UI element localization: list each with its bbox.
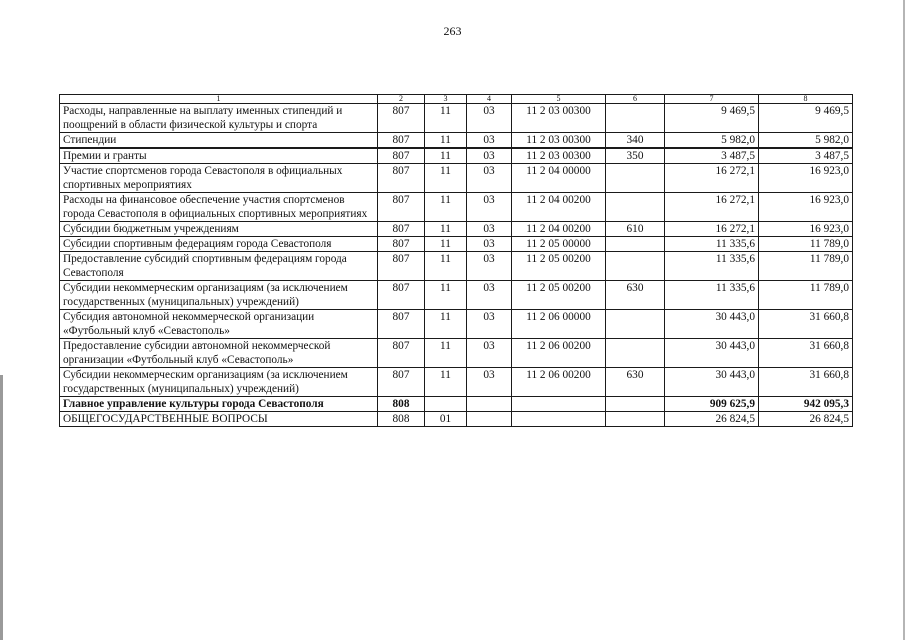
row-name-cell: Предоставление субсидии автономной некоммерческой организации «Футбольный клуб «Севастополь» (60, 339, 378, 368)
column-number: 2 (378, 95, 425, 104)
subsection-code-cell (467, 397, 512, 412)
row-name-cell: Субсидии некоммерческим организациям (за исключением государственных (муниципальных) учреждений) (60, 368, 378, 397)
table-row (60, 252, 853, 281)
target-article-cell: 11 2 06 00200 (512, 339, 606, 368)
amount-year2-cell: 11 789,0 (759, 252, 853, 281)
target-article-cell: 11 2 04 00200 (512, 193, 606, 222)
table-row (60, 104, 853, 133)
amount-year2-cell: 26 824,5 (759, 412, 853, 427)
target-article-cell: 11 2 05 00200 (512, 252, 606, 281)
column-number: 3 (425, 95, 467, 104)
table-row (60, 222, 853, 237)
ministry-code-cell: 807 (378, 339, 425, 368)
column-number: 6 (606, 95, 665, 104)
table-row (60, 148, 853, 164)
ministry-code-cell: 808 (378, 412, 425, 427)
amount-year2-cell: 31 660,8 (759, 310, 853, 339)
expense-type-cell (606, 237, 665, 252)
section-code-cell: 01 (425, 412, 467, 427)
subsection-code-cell: 03 (467, 222, 512, 237)
amount-year1-cell: 5 982,0 (665, 133, 759, 149)
column-number: 4 (467, 95, 512, 104)
row-name-cell: Субсидии бюджетным учреждениям (60, 222, 378, 237)
table-row (60, 193, 853, 222)
expense-type-cell (606, 252, 665, 281)
amount-year1-cell: 30 443,0 (665, 339, 759, 368)
target-article-cell: 11 2 06 00000 (512, 310, 606, 339)
subsection-code-cell (467, 412, 512, 427)
amount-year1-cell: 11 335,6 (665, 237, 759, 252)
amount-year2-cell: 11 789,0 (759, 281, 853, 310)
subsection-code-cell: 03 (467, 237, 512, 252)
ministry-code-cell: 807 (378, 237, 425, 252)
row-name-cell: Субсидии некоммерческим организациям (за исключением государственных (муниципальных) учреждений) (60, 281, 378, 310)
subsection-code-cell: 03 (467, 252, 512, 281)
row-name-cell: Расходы на финансовое обеспечение участия спортсменов города Севастополя в официальных спортивных мероприятиях (60, 193, 378, 222)
section-code-cell: 11 (425, 368, 467, 397)
ministry-code-cell: 807 (378, 252, 425, 281)
section-code-cell (425, 397, 467, 412)
table-row (60, 339, 853, 368)
expense-type-cell: 630 (606, 368, 665, 397)
target-article-cell: 11 2 03 00300 (512, 148, 606, 164)
target-article-cell: 11 2 05 00200 (512, 281, 606, 310)
row-name-cell: Главное управление культуры города Севастополя (60, 397, 378, 412)
ministry-code-cell: 808 (378, 397, 425, 412)
amount-year1-cell: 16 272,1 (665, 193, 759, 222)
row-name-cell: ОБЩЕГОСУДАРСТВЕННЫЕ ВОПРОСЫ (60, 412, 378, 427)
row-name-cell: Субсидии спортивным федерациям города Севастополя (60, 237, 378, 252)
amount-year1-cell: 16 272,1 (665, 164, 759, 193)
amount-year2-cell: 11 789,0 (759, 237, 853, 252)
target-article-cell (512, 412, 606, 427)
subsection-code-cell: 03 (467, 148, 512, 164)
table-row (60, 164, 853, 193)
subsection-code-cell: 03 (467, 339, 512, 368)
column-number: 7 (665, 95, 759, 104)
expense-type-cell (606, 397, 665, 412)
target-article-cell: 11 2 04 00200 (512, 222, 606, 237)
amount-year2-cell: 3 487,5 (759, 148, 853, 164)
column-number: 5 (512, 95, 606, 104)
expense-type-cell (606, 412, 665, 427)
expense-type-cell (606, 339, 665, 368)
scan-edge-left (0, 375, 3, 640)
amount-year2-cell: 9 469,5 (759, 104, 853, 133)
row-name-cell: Премии и гранты (60, 148, 378, 164)
expense-type-cell (606, 193, 665, 222)
section-code-cell: 11 (425, 164, 467, 193)
amount-year1-cell: 11 335,6 (665, 252, 759, 281)
section-code-cell: 11 (425, 104, 467, 133)
subsection-code-cell: 03 (467, 368, 512, 397)
ministry-code-cell: 807 (378, 148, 425, 164)
table-row (60, 281, 853, 310)
section-code-cell: 11 (425, 193, 467, 222)
amount-year1-cell: 30 443,0 (665, 368, 759, 397)
amount-year1-cell: 909 625,9 (665, 397, 759, 412)
amount-year2-cell: 31 660,8 (759, 339, 853, 368)
amount-year1-cell: 11 335,6 (665, 281, 759, 310)
expense-type-cell: 610 (606, 222, 665, 237)
subsection-code-cell: 03 (467, 310, 512, 339)
amount-year2-cell: 16 923,0 (759, 164, 853, 193)
row-name-cell: Участие спортсменов города Севастополя в официальных спортивных мероприятиях (60, 164, 378, 193)
expense-type-cell (606, 104, 665, 133)
target-article-cell: 11 2 04 00000 (512, 164, 606, 193)
section-code-cell: 11 (425, 252, 467, 281)
row-name-cell: Расходы, направленные на выплату именных стипендий и поощрений в области физической культуры и спорта (60, 104, 378, 133)
expense-type-cell (606, 310, 665, 339)
subsection-code-cell: 03 (467, 281, 512, 310)
target-article-cell: 11 2 03 00300 (512, 104, 606, 133)
expense-type-cell: 340 (606, 133, 665, 149)
ministry-code-cell: 807 (378, 193, 425, 222)
amount-year1-cell: 16 272,1 (665, 222, 759, 237)
target-article-cell: 11 2 06 00200 (512, 368, 606, 397)
table-body (60, 95, 853, 427)
ministry-code-cell: 807 (378, 222, 425, 237)
amount-year1-cell: 30 443,0 (665, 310, 759, 339)
section-code-cell: 11 (425, 237, 467, 252)
amount-year2-cell: 16 923,0 (759, 193, 853, 222)
ministry-code-cell: 807 (378, 164, 425, 193)
section-code-cell: 11 (425, 339, 467, 368)
row-name-cell: Стипендии (60, 133, 378, 149)
expense-type-cell (606, 164, 665, 193)
section-code-cell: 11 (425, 148, 467, 164)
section-code-cell: 11 (425, 281, 467, 310)
subsection-code-cell: 03 (467, 104, 512, 133)
amount-year2-cell: 942 095,3 (759, 397, 853, 412)
ministry-code-cell: 807 (378, 133, 425, 149)
target-article-cell (512, 397, 606, 412)
expense-type-cell: 630 (606, 281, 665, 310)
row-name-cell: Субсидия автономной некоммерческой организации «Футбольный клуб «Севастополь» (60, 310, 378, 339)
target-article-cell: 11 2 03 00300 (512, 133, 606, 149)
section-code-cell: 11 (425, 222, 467, 237)
page-number: 263 (443, 24, 462, 38)
column-number-row (60, 95, 853, 104)
subsection-code-cell: 03 (467, 164, 512, 193)
table-row (60, 237, 853, 252)
subsection-code-cell: 03 (467, 193, 512, 222)
column-number: 1 (60, 95, 378, 104)
table-row (60, 310, 853, 339)
amount-year2-cell: 5 982,0 (759, 133, 853, 149)
amount-year1-cell: 26 824,5 (665, 412, 759, 427)
target-article-cell: 11 2 05 00000 (512, 237, 606, 252)
row-name-cell: Предоставление субсидий спортивным федерациям города Севастополя (60, 252, 378, 281)
table-row (60, 133, 853, 149)
expense-type-cell: 350 (606, 148, 665, 164)
table-row (60, 412, 853, 427)
budget-table (59, 94, 853, 427)
amount-year1-cell: 9 469,5 (665, 104, 759, 133)
ministry-code-cell: 807 (378, 368, 425, 397)
ministry-code-cell: 807 (378, 104, 425, 133)
amount-year2-cell: 16 923,0 (759, 222, 853, 237)
amount-year1-cell: 3 487,5 (665, 148, 759, 164)
subsection-code-cell: 03 (467, 133, 512, 149)
ministry-code-cell: 807 (378, 281, 425, 310)
table-row (60, 397, 853, 412)
table-row (60, 368, 853, 397)
section-code-cell: 11 (425, 133, 467, 149)
ministry-code-cell: 807 (378, 310, 425, 339)
column-number: 8 (759, 95, 853, 104)
amount-year2-cell: 31 660,8 (759, 368, 853, 397)
section-code-cell: 11 (425, 310, 467, 339)
